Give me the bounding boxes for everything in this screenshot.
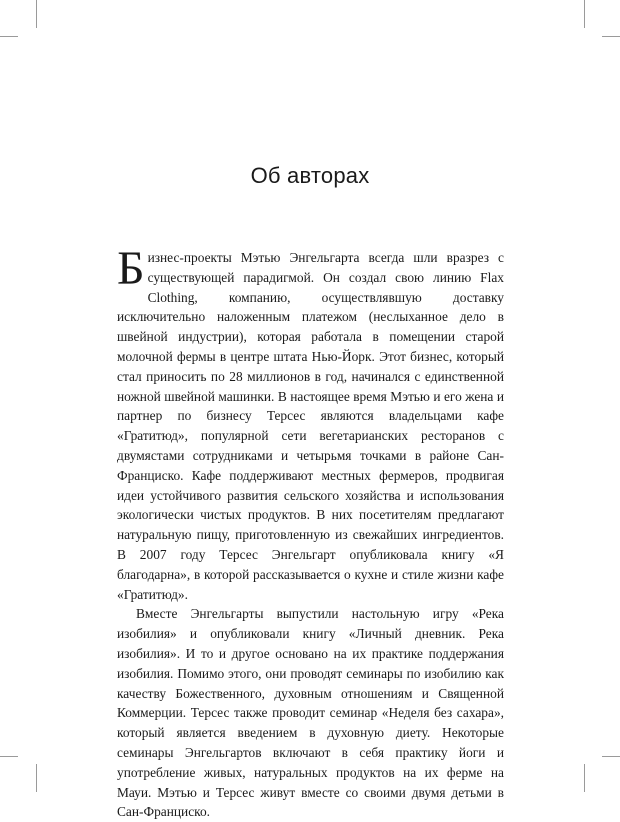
crop-mark-top-left-h [0, 36, 18, 37]
paragraph-2: Вместе Энгельгарты выпустили настольную игру «Река изобилия» и опубликовали книгу «Личный дневник. Река изобилия». И то и другое основано на их практике поддержания изобилия. Помимо этого, они проводят семинары по изобилию как качеству Божественного, духовным отношениям и Священной Коммерции. Терсес также проводит семинар «Неделя без сахара», который является введением в духовную диету. Некоторые семинары Энгельгартов включают в себя практику йоги и употребление живых, натуральных продуктов на их ферме на Мауи. Мэтью и Терсес живут вместе со своими двумя детьми в Сан-Франциско. [117, 606, 504, 820]
crop-mark-bottom-left [36, 764, 37, 792]
body-text [117, 242, 504, 822]
crop-mark-bottom-left-h [0, 756, 18, 757]
crop-mark-top-right-h [602, 36, 620, 37]
paragraph-1 [117, 242, 504, 604]
drop-cap: Б [117, 242, 145, 295]
crop-mark-bottom-right [584, 764, 585, 792]
crop-mark-bottom-right-h [602, 756, 620, 757]
crop-mark-top-left [36, 0, 37, 28]
paragraph-1-text: изнес-проекты Мэтью Энгельгарта всегда шли вразрез с существующей парадигмой. Он создал свою линию Flax Clothing, компанию, осуществлявшую доставку исключительно наложенным платежом (неслыханное дело в швейной индустрии), которая работала в помещении старой молочной фермы в центре штата Нью-Йорк. Этот бизнес, который стал приносить по 28 миллионов в год, начинался с единственной ножной швейной машинки. В настоящее время Мэтью и его жена и партнер по бизнесу Терсес являются владельцами кафе «Гратитюд», популярной сети вегетарианских ресторанов с двумястами сотрудниками и четырьмя точками в районе Сан-Франциско. Кафе поддерживают местных фермеров, продвигая идеи устойчивого развития сельского хозяйства и использования экологически чистых продуктов. В них посетителям предлагают натуральную пищу, приготовленную из свежайших ингредиентов. В 2007 году Терсес Энгельгарт опубликовала книгу «Я благодарна», в которой рассказывается о кухне и стиле жизни кафе «Гратитюд». [117, 250, 504, 602]
crop-mark-top-right [584, 0, 585, 28]
page-title: Об авторах [250, 163, 370, 188]
